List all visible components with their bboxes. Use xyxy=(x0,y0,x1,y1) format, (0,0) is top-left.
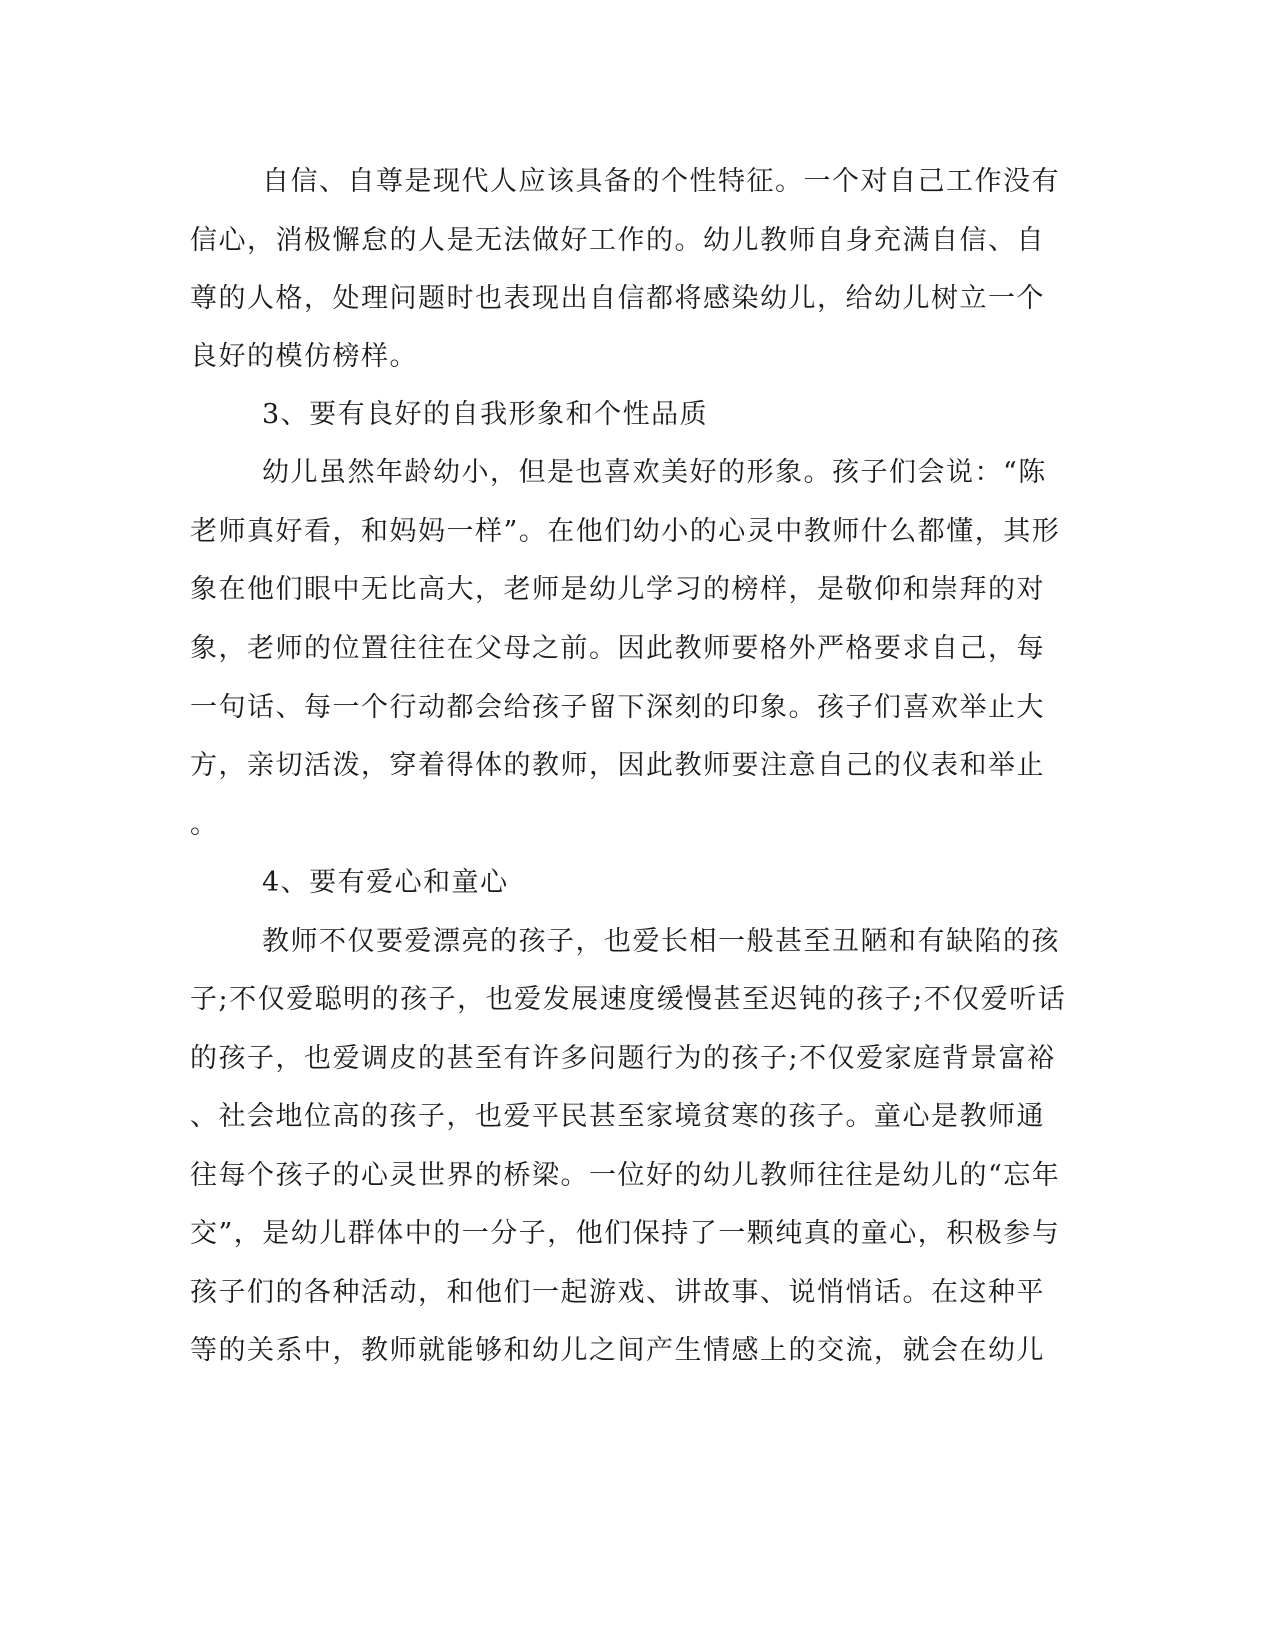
paragraph-line: 自信、自尊是现代人应该具备的个性特征。一个对自己工作没有 xyxy=(262,166,1060,197)
paragraph-line: 幼儿虽然年龄幼小，但是也喜欢美好的形象。孩子们会说：“陈 xyxy=(262,457,1047,488)
paragraph-line: 尊的人格，处理问题时也表现出自信都将感染幼儿，给幼儿树立一个 xyxy=(190,283,1045,314)
paragraph-line: 孩子们的各种活动，和他们一起游戏、讲故事、说悄悄话。在这种平 xyxy=(190,1277,1045,1308)
paragraph-line: 方，亲切活泼，穿着得体的教师，因此教师要注意自己的仪表和举止 xyxy=(190,750,1045,781)
section-heading: 4、要有爱心和童心 xyxy=(262,867,509,898)
paragraph-line: 良好的模仿榜样。 xyxy=(190,341,418,372)
paragraph-line: 。 xyxy=(190,809,219,840)
paragraph-line: 往每个孩子的心灵世界的桥梁。一位好的幼儿教师往往是幼儿的“忘年 xyxy=(190,1160,1061,1191)
paragraph-line: 子;不仅爱聪明的孩子，也爱发展速度缓慢甚至迟钝的孩子;不仅爱听话 xyxy=(190,984,1067,1015)
paragraph-line: 一句话、每一个行动都会给孩子留下深刻的印象。孩子们喜欢举止大 xyxy=(190,692,1045,723)
paragraph-line: 等的关系中，教师就能够和幼儿之间产生情感上的交流，就会在幼儿 xyxy=(190,1335,1045,1366)
paragraph-line: 的孩子，也爱调皮的甚至有许多问题行为的孩子;不仅爱家庭背景富裕 xyxy=(190,1043,1056,1074)
paragraph-line: 交”，是幼儿群体中的一分子，他们保持了一颗纯真的童心，积极参与 xyxy=(190,1218,1061,1249)
paragraph-line: 象，老师的位置往往在父母之前。因此教师要格外严格要求自己，每 xyxy=(190,633,1045,664)
paragraph-line: 、社会地位高的孩子，也爱平民甚至家境贫寒的孩子。童心是教师通 xyxy=(190,1101,1045,1132)
paragraph-line: 教师不仅要爱漂亮的孩子，也爱长相一般甚至丑陋和有缺陷的孩 xyxy=(262,926,1060,957)
paragraph-line: 象在他们眼中无比高大，老师是幼儿学习的榜样，是敬仰和崇拜的对 xyxy=(190,574,1045,605)
paragraph-line: 信心，消极懈怠的人是无法做好工作的。幼儿教师自身充满自信、自 xyxy=(190,225,1045,256)
paragraph-line: 老师真好看，和妈妈一样”。在他们幼小的心灵中教师什么都懂，其形 xyxy=(190,516,1061,547)
section-heading: 3、要有良好的自我形象和个性品质 xyxy=(262,399,709,430)
